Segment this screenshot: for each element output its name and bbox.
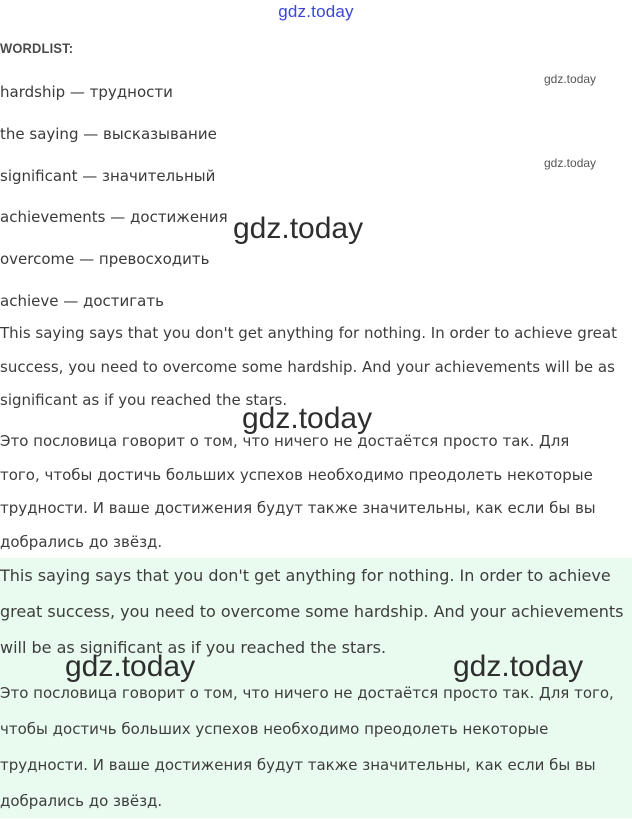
watermark-large: gdz.today [233,212,364,245]
wordlist-item-significant: significant — значительный [0,167,216,185]
english-paragraph: This saying says that you don't get anything for nothing. In order to achieve great success, you need to overcome some hardship. And your achievements will be as significant as if you reached the stars. [0,324,617,409]
wordlist-item-overcome: overcome — превосходить [0,250,210,268]
answer-english-paragraph: This saying says that you don't get anything for nothing. In order to achieve great success, you need to overcome some hardship. And your achievements will be as significant as if you reached the stars. [0,566,624,657]
answer-box [0,558,632,818]
wordlist-item-achieve: achieve — достигать [0,292,164,310]
wordlist-item-hardship: hardship — трудности [0,83,173,101]
watermark-small: gdz.today [544,72,597,86]
wordlist-heading: WORDLIST: [0,40,74,56]
wordlist-item-achievements: achievements — достижения [0,208,228,226]
site-logo[interactable]: gdz.today [278,2,354,21]
watermark-large: gdz.today [65,650,196,683]
watermark-large: gdz.today [242,402,373,435]
watermark-small: gdz.today [544,156,597,170]
wordlist-item-the-saying: the saying — высказывание [0,125,217,143]
russian-paragraph: Это пословица говорит о том, что ничего не достаётся просто так. Для того, чтобы достичь больших успехов необходимо преодолеть некоторые трудности. И ваше достижения будут также значительны, как если бы вы добрались до звёзд. [0,432,596,551]
watermark-large: gdz.today [453,650,584,683]
answer-russian-paragraph: Это пословица говорит о том, что ничего не достаётся просто так. Для того, чтобы достичь больших успехов необходимо преодолеть некоторые трудности. И ваше достижения будут также значительны, как если бы вы добрались до звёзд. [0,684,614,810]
